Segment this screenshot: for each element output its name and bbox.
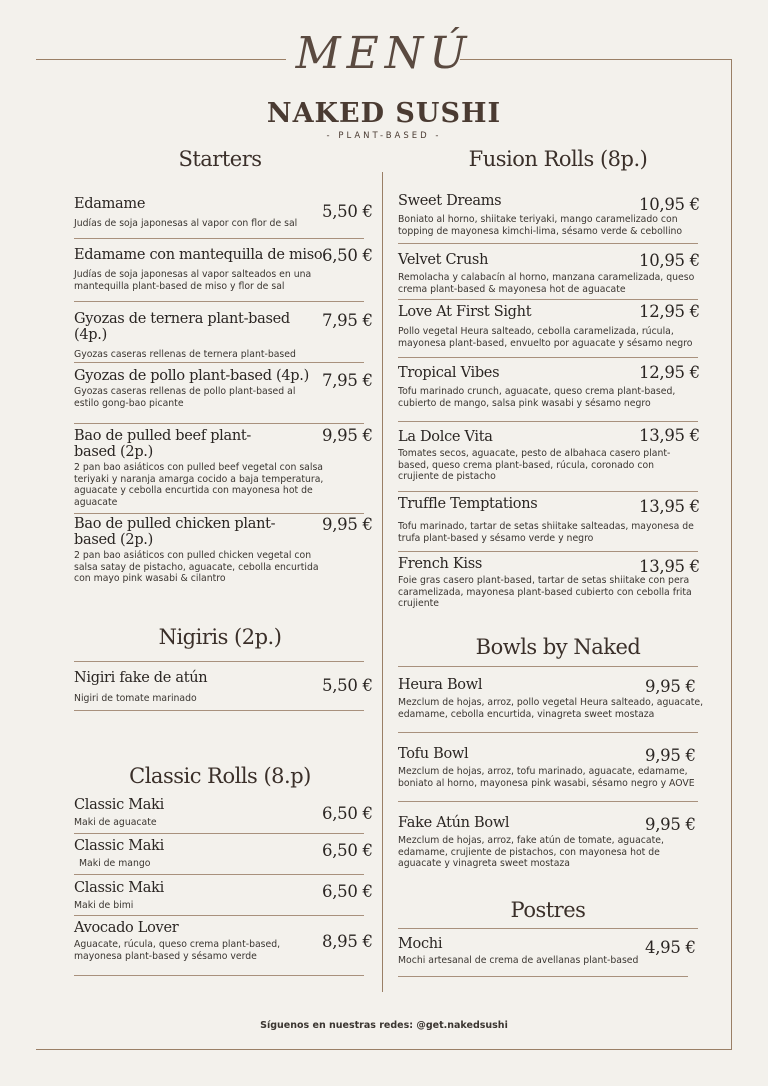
menu-item [74, 797, 304, 829]
item-desc: Pollo vegetal Heura salteado, cebolla caramelizada, rúcula, mayonesa plant-based, envuelto por aguacate y sésamo negro [398, 326, 693, 349]
item-price: 8,95 € [322, 932, 373, 951]
item-price: 9,95 € [645, 677, 696, 696]
starters-heading: Starters [178, 147, 262, 171]
menu-item [74, 368, 314, 409]
item-separator [398, 421, 698, 422]
item-separator [74, 975, 364, 976]
item-price: 10,95 € [639, 195, 700, 214]
item-price: 4,95 € [645, 938, 696, 957]
item-separator [74, 362, 364, 363]
item-price: 6,50 € [322, 804, 373, 823]
item-price: 5,50 € [322, 676, 373, 695]
item-desc: Remolacha y calabacín al horno, manzana caramelizada, queso crema plant-based & mayonesa hot de aguacate [398, 272, 695, 295]
item-price: 9,95 € [645, 815, 696, 834]
item-desc: Mochi artesanal de crema de avellanas plant-based [398, 955, 639, 966]
item-name: Mochi [398, 936, 443, 952]
menu-item [74, 196, 314, 230]
item-desc: 2 pan bao asiáticos con pulled chicken vegetal con salsa satay de pistacho, aguacate, cebolla encurtida con mayo pink wasabi & cilantro [74, 550, 319, 584]
item-name: Nigiri fake de atún [74, 670, 208, 686]
item-price: 10,95 € [639, 251, 700, 270]
frame-bottom-line [36, 1049, 732, 1050]
item-price: 6,50 € [322, 882, 373, 901]
item-name: Heura Bowl [398, 677, 483, 693]
menu-item [74, 247, 324, 292]
item-desc: Mezclum de hojas, arroz, tofu marinado, aguacate, edamame, boniato al horno, mayonesa pink wasabi, sésamo negro y AOVE [398, 766, 695, 789]
item-separator [74, 874, 364, 875]
item-desc: Aguacate, rúcula, queso crema plant-based, mayonesa plant-based y sésamo verde [74, 939, 281, 962]
item-price: 9,95 € [322, 426, 373, 445]
item-name: La Dolce Vita [398, 429, 493, 445]
item-separator [398, 732, 698, 733]
item-desc: Judías de soja japonesas al vapor con flor de sal [74, 218, 298, 229]
item-name: Edamame con mantequilla de miso [74, 247, 323, 263]
item-price: 13,95 € [639, 497, 700, 516]
item-name: Sweet Dreams [398, 193, 502, 209]
item-separator [398, 801, 698, 802]
item-price: 12,95 € [639, 363, 700, 382]
item-desc: Tofu marinado crunch, aguacate, queso crema plant-based, cubierto de mango, salsa pink wasabi y sésamo negro [398, 386, 676, 409]
item-separator [398, 551, 698, 552]
social-handle: Síguenos en nuestras redes: @get.nakedsushi [260, 1020, 508, 1031]
item-separator [74, 238, 364, 239]
item-desc: Tofu marinado, tartar de setas shiitake salteadas, mayonesa de trufa plant-based y sésamo verde y negro [398, 521, 694, 544]
item-separator [398, 243, 698, 244]
item-name: Tofu Bowl [398, 746, 469, 762]
menu-item [74, 880, 304, 912]
menu-item [74, 428, 329, 508]
item-name: Gyozas de pollo plant-based (4p.) [74, 368, 309, 384]
item-desc: Maki de aguacate [74, 817, 157, 828]
item-desc: Maki de mango [79, 858, 151, 869]
item-separator [74, 833, 364, 834]
item-desc: Mezclum de hojas, arroz, pollo vegetal Heura salteado, aguacate, edamame, cebolla encurtida, vinagreta sweet mostaza [398, 697, 704, 720]
item-desc: Nigiri de tomate marinado [74, 693, 197, 704]
section-separator [398, 928, 698, 929]
item-name: Velvet Crush [398, 252, 489, 268]
item-name: Bao de pulled beef plant-based (2p.) [74, 428, 252, 460]
bowls-heading: Bowls by Naked [475, 635, 641, 659]
item-separator [74, 710, 364, 711]
item-price: 9,95 € [322, 515, 373, 534]
item-separator [74, 423, 364, 424]
menu-item [74, 516, 329, 585]
brand-name: NAKED SUSHI [266, 98, 502, 129]
item-desc: Maki de bimi [74, 900, 134, 911]
item-price: 7,95 € [322, 311, 373, 330]
item-separator [74, 915, 364, 916]
frame-right-line [731, 59, 732, 1049]
column-divider [382, 172, 383, 992]
item-price: 6,50 € [322, 841, 373, 860]
item-price: 13,95 € [639, 426, 700, 445]
item-name: Edamame [74, 196, 146, 212]
item-name: Classic Maki [74, 880, 164, 896]
item-separator [398, 491, 698, 492]
item-price: 6,50 € [322, 246, 373, 265]
item-name: Truffle Temptations [398, 496, 538, 512]
item-desc: Gyozas caseras rellenas de ternera plant-based [74, 349, 296, 360]
classic-rolls-heading: Classic Rolls (8.p) [129, 764, 311, 788]
brand-tagline: - PLANT-BASED - [326, 131, 442, 141]
menu-script-title: MENÚ [295, 28, 473, 79]
item-name: Fake Atún Bowl [398, 815, 510, 831]
item-desc: 2 pan bao asiáticos con pulled beef vegetal con salsa teriyaki y naranja amarga cocido a baja temperatura, aguacate y cebolla encurtida con mayonesa hot de aguacate [74, 462, 324, 508]
item-desc: Foie gras casero plant-based, tartar de setas shiitake con pera caramelizada, mayonesa plant-based cubierto con cebolla frita crujiente [398, 575, 692, 609]
item-separator [398, 357, 698, 358]
section-separator [74, 661, 364, 662]
section-separator [398, 666, 698, 667]
item-price: 12,95 € [639, 302, 700, 321]
item-name: Classic Maki [74, 838, 164, 854]
item-price: 5,50 € [322, 202, 373, 221]
item-desc: Boniato al horno, shiitake teriyaki, mango caramelizado con topping de mayonesa kimchi-lima, sésamo verde & cebollino [398, 214, 683, 237]
item-separator [398, 976, 688, 977]
menu-item [74, 838, 304, 870]
menu-item [74, 670, 314, 705]
item-name: Tropical Vibes [398, 365, 500, 381]
menu-item [74, 920, 304, 962]
nigiris-heading: Nigiris (2p.) [158, 625, 282, 649]
item-name: Love At First Sight [398, 304, 532, 320]
item-separator [398, 299, 698, 300]
fusion-rolls-heading: Fusion Rolls (8p.) [468, 147, 648, 171]
item-name: Gyozas de ternera plant-based (4p.) [74, 311, 290, 343]
item-name: Bao de pulled chicken plant-based (2p.) [74, 516, 276, 548]
item-desc: Judías de soja japonesas al vapor salteados en una mantequilla plant-based de miso y flor de sal [74, 269, 312, 292]
item-separator [74, 301, 364, 302]
item-desc: Mezclum de hojas, arroz, fake atún de tomate, aguacate, edamame, crujiente de pistachos, con mayonesa hot de aguacate y vinagreta sweet mostaza [398, 835, 664, 869]
menu-item [74, 311, 319, 361]
item-desc: Tomates secos, aguacate, pesto de albahaca casero plant-based, queso crema plant-based, rúcula, coronado con crujiente de pistacho [398, 448, 671, 482]
item-price: 9,95 € [645, 746, 696, 765]
item-name: Avocado Lover [74, 920, 179, 936]
item-name: Classic Maki [74, 797, 164, 813]
postres-heading: Postres [510, 898, 586, 922]
item-price: 7,95 € [322, 371, 373, 390]
item-separator [74, 513, 364, 514]
item-name: French Kiss [398, 556, 483, 572]
item-price: 13,95 € [639, 557, 700, 576]
item-desc: Gyozas caseras rellenas de pollo plant-based al estilo gong-bao picante [74, 386, 296, 409]
